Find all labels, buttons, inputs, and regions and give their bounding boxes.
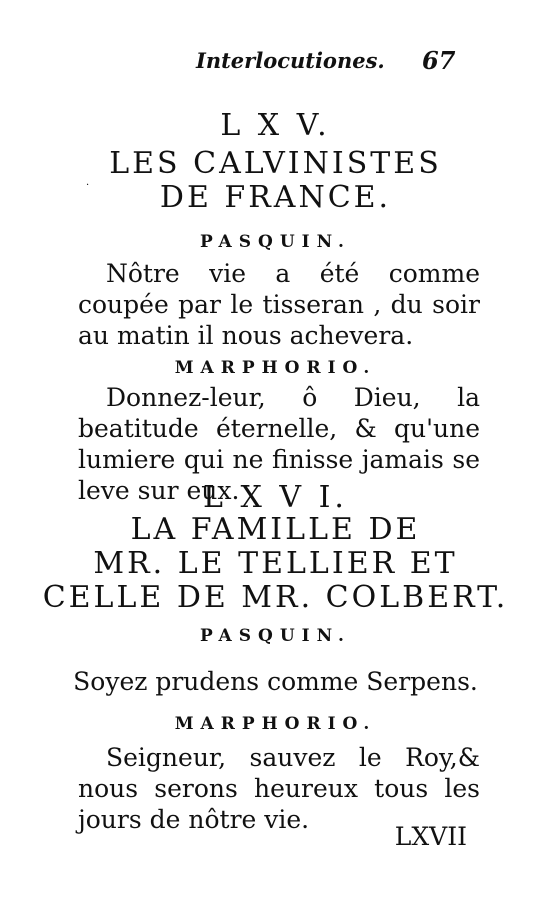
- section-number: L X V I.: [203, 480, 348, 515]
- dialogue-text: Donnez-leur, ô Dieu, la beatitude éternelle, & qu'une lumiere qui ne finisse jamais se leve sur eux.: [78, 383, 480, 505]
- speaker-name: PASQUIN.: [200, 232, 351, 252]
- section-title-line: LES CALVINISTES: [109, 146, 442, 181]
- dialogue-text: Soyez prudens comme Serpens.: [73, 667, 478, 696]
- section-title-line: LA FAMILLE DE: [130, 512, 421, 547]
- catchword: LXVII: [394, 822, 467, 851]
- ink-dot: ·: [86, 180, 90, 191]
- speaker-name: MARPHORIO.: [174, 714, 377, 734]
- speaker-name: MARPHORIO.: [174, 358, 377, 378]
- dialogue-text: Seigneur, sauvez le Roy,& nous serons heureux tous les jours de nôtre vie.: [78, 743, 480, 834]
- section-title-line: CELLE DE MR. COLBERT.: [42, 580, 509, 615]
- page-number: 67: [422, 46, 456, 75]
- section-title-line: MR. LE TELLIER ET: [93, 546, 458, 581]
- dialogue-text: Nôtre vie a été comme coupée par le tisseran , du soir au matin il nous achevera.: [78, 259, 480, 350]
- running-title: Interlocutiones.: [196, 48, 385, 73]
- section-number: L X V.: [220, 108, 331, 143]
- speaker-name: PASQUIN.: [200, 626, 351, 646]
- section-title-line: DE FRANCE.: [159, 180, 392, 215]
